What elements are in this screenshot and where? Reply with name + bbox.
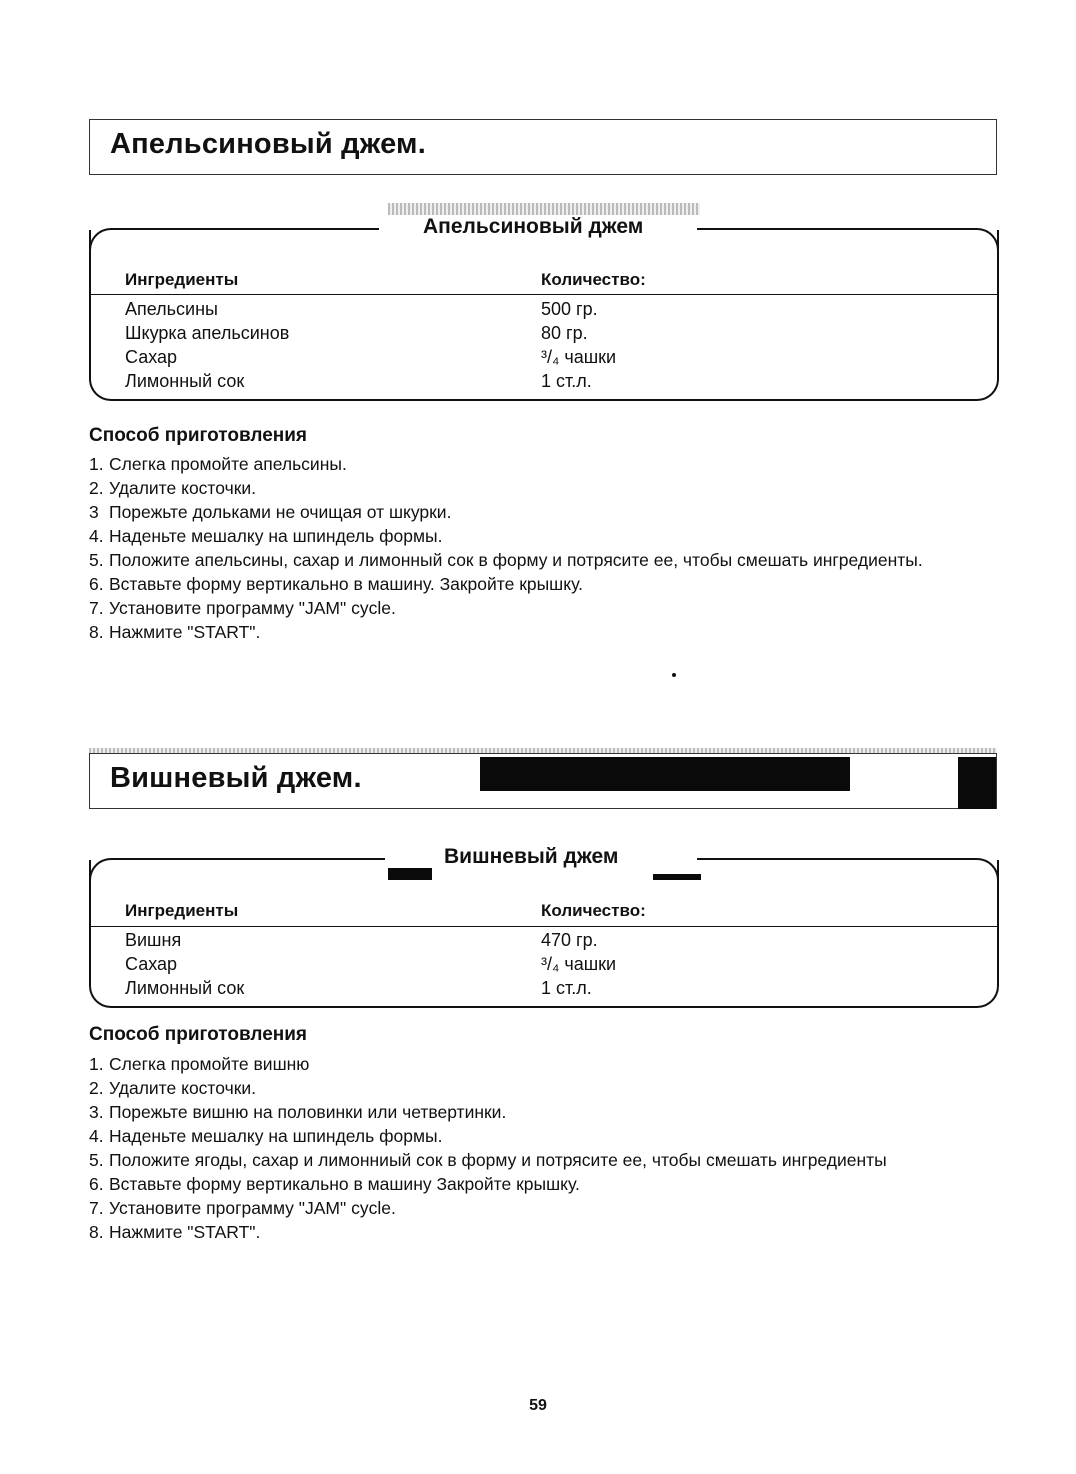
ingredient-name: Вишня: [125, 930, 182, 950]
step-text: Порежьте дольками не очищая от шкурки.: [109, 502, 452, 522]
quantity-column-header: Количество:: [541, 901, 646, 920]
step-number: 3: [89, 502, 99, 522]
scan-artifact: [480, 757, 850, 791]
scan-artifact: [388, 868, 432, 880]
step-item: [89, 1220, 949, 1244]
ingredient-row: [91, 323, 997, 347]
step-item: [89, 1124, 949, 1148]
cherry-section-title: Вишневый джем.: [110, 762, 362, 794]
ingredient-name: Шкурка апельсинов: [125, 323, 290, 343]
header-divider: [91, 294, 997, 295]
orange-section-title: Апельсиновый джем.: [110, 128, 426, 160]
step-item: [89, 524, 949, 548]
ingredient-row: [91, 978, 997, 1002]
page-number: 59: [529, 1397, 547, 1414]
step-item: [89, 596, 949, 620]
card-frame-right: [697, 228, 999, 258]
step-number: 4.: [89, 1126, 104, 1146]
step-number: 8.: [89, 1222, 104, 1242]
header-divider: [91, 926, 997, 927]
ingredient-quantity: ³/₄ чашки: [541, 954, 617, 974]
cherry-card-title: Вишневый джем: [444, 845, 619, 868]
ingredient-name: Лимонный сок: [125, 371, 245, 391]
card-frame-right: [697, 858, 999, 888]
scan-artifact: [653, 874, 701, 880]
step-item: [89, 1052, 949, 1076]
step-text: Удалите косточки.: [109, 1078, 257, 1098]
step-text: Удалите косточки.: [109, 478, 257, 498]
step-item: [89, 1100, 949, 1124]
step-text: Нажмите "START".: [109, 1222, 261, 1242]
ingredient-quantity: 1 ст.л.: [541, 978, 592, 998]
step-item: [89, 572, 949, 596]
step-text: Вставьте форму вертикально в машину. Закройте крышку.: [109, 574, 583, 594]
cherry-method-heading: Способ приготовления: [89, 1024, 308, 1045]
orange-section-header: [89, 119, 997, 175]
step-item: [89, 1076, 949, 1100]
step-text: Порежьте вишню на половинки или четвертинки.: [109, 1102, 507, 1122]
step-number: 2.: [89, 478, 104, 498]
step-text: Установите программу "JAM" cycle.: [109, 598, 396, 618]
ingredient-row: [91, 954, 997, 978]
ingredients-column-header: Ингредиенты: [125, 901, 239, 920]
ingredient-row: [91, 299, 997, 323]
scan-artifact: [388, 203, 700, 215]
step-text: Слегка промойте апельсины.: [109, 454, 347, 474]
step-number: 7.: [89, 1198, 104, 1218]
step-item: [89, 500, 949, 524]
step-number: 4.: [89, 526, 104, 546]
ingredient-quantity: 470 гр.: [541, 930, 598, 950]
step-number: 2.: [89, 1078, 104, 1098]
step-number: 1.: [89, 454, 104, 474]
step-text: Вставьте форму вертикально в машину Закройте крышку.: [109, 1174, 580, 1194]
step-text: Слегка промойте вишню: [109, 1054, 310, 1074]
cherry-steps-list: [89, 1052, 949, 1244]
ingredient-row: [91, 347, 997, 371]
orange-method-heading: Способ приготовления: [89, 425, 308, 446]
ingredient-name: Апельсины: [125, 299, 218, 319]
ingredient-quantity: 500 гр.: [541, 299, 598, 319]
step-item: [89, 476, 949, 500]
ingredient-name: Сахар: [125, 954, 178, 974]
step-item: [89, 620, 949, 644]
ingredient-quantity: 1 ст.л.: [541, 371, 592, 391]
ingredients-column-header: Ингредиенты: [125, 270, 239, 289]
card-frame-left: [89, 858, 385, 888]
scan-speck: [672, 673, 676, 677]
step-number: 3.: [89, 1102, 104, 1122]
step-item: [89, 1196, 949, 1220]
step-text: Положите апельсины, сахар и лимонный сок в форму и потрясите ее, чтобы смешать ингредиенты.: [109, 550, 923, 570]
step-text: Наденьте мешалку на шпиндель формы.: [109, 1126, 443, 1146]
cherry-ingredients-card: [89, 845, 999, 1008]
step-text: Установите программу "JAM" cycle.: [109, 1198, 396, 1218]
step-number: 1.: [89, 1054, 104, 1074]
step-item: [89, 1172, 949, 1196]
step-item: [89, 548, 949, 572]
ingredient-quantity: ³/₄ чашки: [541, 347, 617, 367]
ingredient-name: Сахар: [125, 347, 178, 367]
step-text: Положите ягоды, сахар и лимонниый сок в форму и потрясите ее, чтобы смешать ингредиенты: [109, 1150, 887, 1170]
ingredient-name: Лимонный сок: [125, 978, 245, 998]
step-number: 8.: [89, 622, 104, 642]
step-number: 6.: [89, 574, 104, 594]
ingredient-quantity: 80 гр.: [541, 323, 588, 343]
step-number: 7.: [89, 598, 104, 618]
step-number: 5.: [89, 1150, 104, 1170]
step-number: 5.: [89, 550, 104, 570]
step-item: [89, 452, 949, 476]
quantity-column-header: Количество:: [541, 270, 646, 289]
ingredient-row: [91, 371, 997, 395]
scan-artifact: [958, 757, 996, 809]
card-frame-left: [89, 228, 379, 258]
step-item: [89, 1148, 949, 1172]
orange-ingredients-card: [89, 215, 999, 401]
step-number: 6.: [89, 1174, 104, 1194]
step-text: Нажмите "START".: [109, 622, 261, 642]
ingredient-row: [91, 930, 997, 954]
orange-steps-list: [89, 452, 949, 644]
step-text: Наденьте мешалку на шпиндель формы.: [109, 526, 443, 546]
orange-card-title: Апельсиновый джем: [423, 215, 644, 238]
